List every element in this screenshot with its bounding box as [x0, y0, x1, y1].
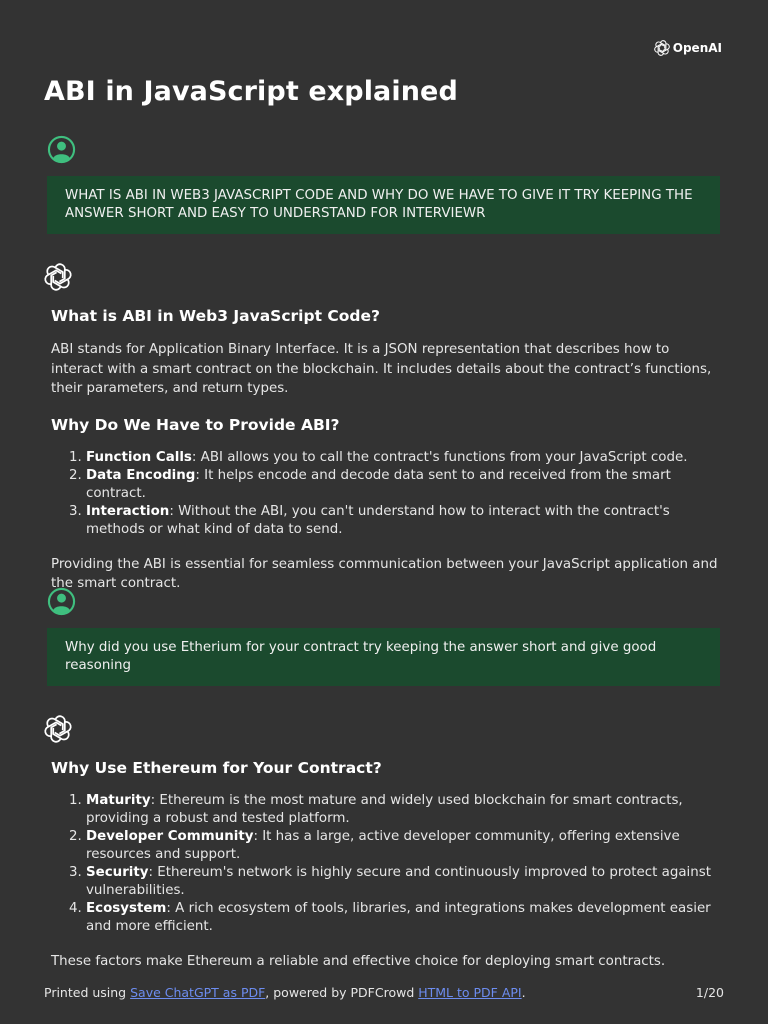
list-item	[86, 828, 723, 864]
list-item-term: Security	[86, 865, 149, 880]
chatgpt-avatar-icon	[44, 263, 72, 291]
answer-conclusion: Providing the ABI is essential for seamless communication between your JavaScript application and the smart contract.	[51, 556, 718, 591]
footer-suffix: .	[521, 985, 526, 1000]
page-number: 1/20	[695, 985, 724, 1000]
chatgpt-avatar-icon	[44, 715, 72, 743]
list-item	[86, 503, 723, 539]
list-item-term: Interaction	[86, 503, 170, 519]
footer-credit	[44, 985, 526, 1000]
list-item-desc: : Ethereum is the most mature and widely used blockchain for smart contracts, providing a robust and tested platform.	[86, 793, 683, 826]
list-item-desc: : Without the ABI, you can't understand how to interact with the contract's methods or what kind of data to send.	[86, 503, 670, 537]
html-to-pdf-link[interactable]: HTML to PDF API	[418, 985, 522, 1000]
user-message: Why did you use Etherium for your contract try keeping the answer short and give good reasoning	[47, 628, 720, 686]
answer-paragraph: ABI stands for Application Binary Interface. It is a JSON representation that describes how to interact with a smart contract on the blockchain. It includes details about the contract’s functions, their parameters, and return types.	[51, 342, 712, 396]
answer-heading: What is ABI in Web3 JavaScript Code?	[51, 307, 381, 325]
list-item-term: Data Encoding	[86, 467, 196, 483]
answer-heading: Why Use Ethereum for Your Contract?	[51, 759, 382, 777]
openai-brand	[654, 40, 722, 56]
list-item	[86, 467, 723, 503]
openai-logo-icon	[654, 40, 670, 56]
list-item-desc: : A rich ecosystem of tools, libraries, and integrations makes development easier and more efficient.	[86, 901, 711, 934]
list-item-term: Ecosystem	[86, 901, 167, 916]
save-chatgpt-link[interactable]: Save ChatGPT as PDF	[130, 985, 266, 1000]
list-item	[86, 449, 723, 467]
user-avatar-icon	[47, 587, 76, 616]
list-item-desc: : It has a large, active developer community, offering extensive resources and support.	[86, 829, 680, 862]
list-item-desc: : Ethereum's network is highly secure and continuously improved to protect against vulnerabilities.	[86, 865, 711, 898]
print-footer	[44, 985, 724, 1000]
list-item	[86, 792, 723, 828]
list-item	[86, 900, 723, 936]
list-item-term: Maturity	[86, 793, 151, 808]
page-title: ABI in JavaScript explained	[44, 76, 458, 107]
assistant-message	[51, 306, 723, 610]
brand-name: OpenAI	[672, 41, 722, 55]
user-message: WHAT IS ABI IN WEB3 JAVASCRIPT CODE AND WHY DO WE HAVE TO GIVE IT TRY KEEPING THE ANSWER SHORT AND EASY TO UNDERSTAND FOR INTERVIEWR	[47, 176, 720, 234]
list-item-desc: : It helps encode and decode data sent to and received from the smart contract.	[86, 467, 671, 501]
answer-heading: Why Do We Have to Provide ABI?	[51, 415, 340, 434]
answer-list	[51, 449, 723, 539]
list-item-term: Developer Community	[86, 829, 254, 844]
footer-middle: , powered by PDFCrowd	[265, 985, 419, 1000]
footer-prefix: Printed using	[44, 985, 131, 1000]
list-item-term: Function Calls	[86, 449, 192, 465]
answer-conclusion: These factors make Ethereum a reliable and effective choice for deploying smart contracts.	[51, 954, 666, 969]
user-avatar-icon	[47, 135, 76, 164]
assistant-message	[51, 758, 723, 988]
list-item-desc: : ABI allows you to call the contract's functions from your JavaScript code.	[191, 449, 688, 465]
answer-list	[51, 792, 723, 936]
list-item	[86, 864, 723, 900]
